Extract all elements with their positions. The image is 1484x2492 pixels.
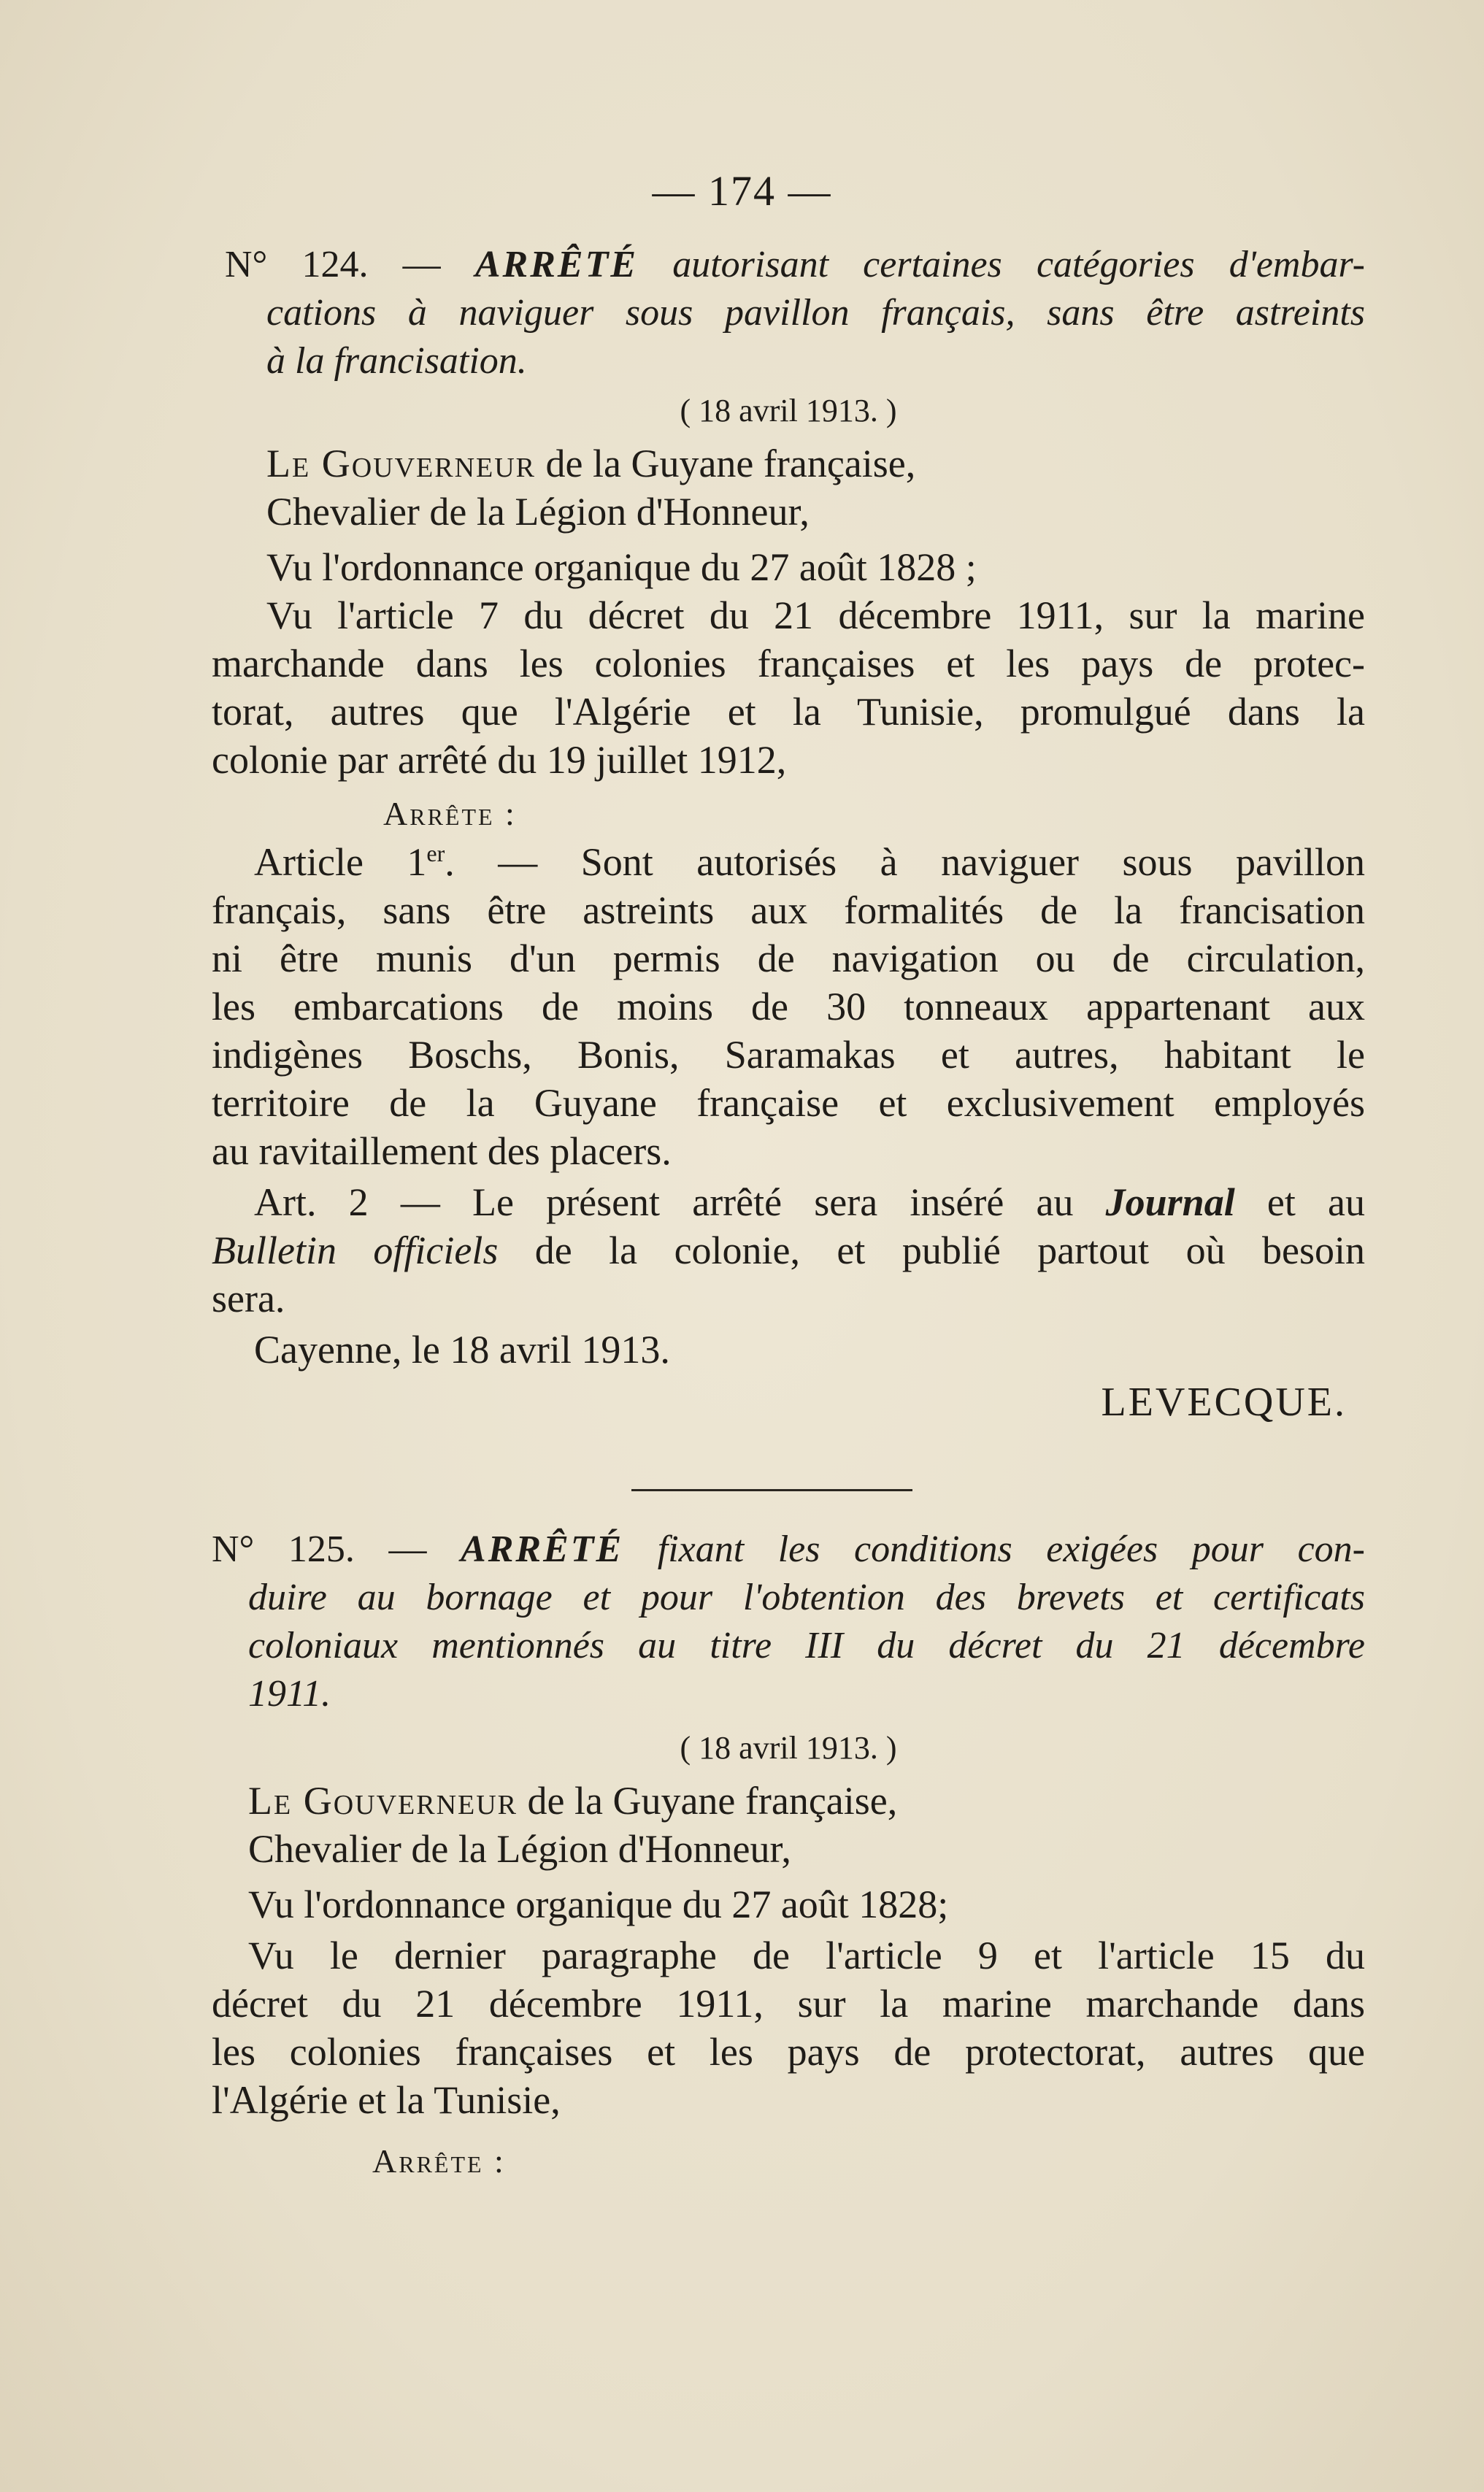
decree-125-vu-2-line-4: l'Algérie et la Tunisie, [212, 2078, 561, 2122]
decree-125-governor: Le Gouverneur de la Guyane française, [248, 1779, 898, 1823]
decree-124-signature: LEVECQUE. [1101, 1380, 1347, 1425]
decree-124-place-date: Cayenne, le 18 avril 1913. [254, 1328, 670, 1372]
decree-124-art1-line-5: indigènes Boschs, Bonis, Saramakas et autres, habitant le [212, 1033, 1365, 1077]
decree-124-vu-2-line-3: torat, autres que l'Algérie et la Tunisie, promulgué dans la [212, 690, 1365, 734]
decree-125-vu-2-line-1: Vu le dernier paragraphe de l'article 9 et l'article 15 du [248, 1934, 1365, 1977]
decree-125-date: ( 18 avril 1913. ) [680, 1730, 897, 1766]
decree-125-vu-2-line-3: les colonies françaises et les pays de protectorat, autres que [212, 2030, 1365, 2074]
decree-124-art1-line-7: au ravitaillement des placers. [212, 1129, 672, 1173]
decree-125-title-line-2: duire au bornage et pour l'obtention des brevets et certificats [248, 1577, 1365, 1618]
separator-rule [631, 1489, 912, 1491]
decree-124-title-line-3: à la francisation. [266, 340, 527, 382]
decree-124-art1-line-2: français, sans être astreints aux formalités de la francisation [212, 888, 1365, 932]
decree-124-governor: Le Gouverneur de la Guyane française, [266, 442, 916, 485]
page-number: — 174 — [652, 167, 832, 215]
decree-124-art2-line-1: Art. 2 — Le présent arrêté sera inséré au Journal et au [254, 1180, 1365, 1224]
decree-124-chevalier: Chevalier de la Légion d'Honneur, [266, 490, 810, 534]
decree-124-art1-line-3: ni être munis d'un permis de navigation ou de circulation, [212, 937, 1365, 980]
decree-124-art1-line-6: territoire de la Guyane française et exclusivement employés [212, 1081, 1365, 1125]
decree-124-title-line-2: cations à naviguer sous pavillon français, sans être astreints [266, 292, 1365, 334]
decree-125-vu-2-line-2: décret du 21 décembre 1911, sur la marine marchande dans [212, 1982, 1365, 2026]
decree-125 [212, 1526, 1365, 2185]
decree-124-art2-line-2: Bulletin officiels de la colonie, et publié partout où besoin [212, 1228, 1365, 1272]
decree-125-vu-1: Vu l'ordonnance organique du 27 août 1828; [248, 1883, 949, 1926]
decree-124-vu-2-line-4: colonie par arrêté du 19 juillet 1912, [212, 738, 787, 782]
decree-124 [212, 241, 1365, 1426]
decree-124-vu-1: Vu l'ordonnance organique du 27 août 1828 ; [266, 545, 977, 589]
decree-124-art2-line-3: sera. [212, 1277, 285, 1320]
decree-124-art1-line-4: les embarcations de moins de 30 tonneaux appartenant aux [212, 985, 1365, 1028]
decree-125-chevalier: Chevalier de la Légion d'Honneur, [248, 1827, 791, 1871]
decree-124-art1-line-1: Article 1er. — Sont autorisés à naviguer sous pavillon [254, 840, 1365, 884]
decree-124-title-line-1: N° 124. — ARRÊTÉ autorisant certaines catégories d'embar- [225, 244, 1365, 285]
decree-124-arrete-heading: Arrête : [383, 795, 517, 832]
decree-125-title-line-4: 1911. [248, 1673, 331, 1715]
decree-125-title-line-3: coloniaux mentionnés au titre III du décret du 21 décembre [248, 1625, 1365, 1666]
decree-125-title-line-1: N° 125. — ARRÊTÉ fixant les conditions exigées pour con- [212, 1528, 1365, 1570]
decree-124-vu-2-line-1: Vu l'article 7 du décret du 21 décembre 1911, sur la marine [266, 593, 1365, 637]
decree-124-date: ( 18 avril 1913. ) [680, 393, 897, 428]
decree-124-vu-2-line-2: marchande dans les colonies françaises et les pays de protec- [212, 642, 1365, 685]
decree-125-arrete-heading: Arrête : [372, 2142, 506, 2180]
